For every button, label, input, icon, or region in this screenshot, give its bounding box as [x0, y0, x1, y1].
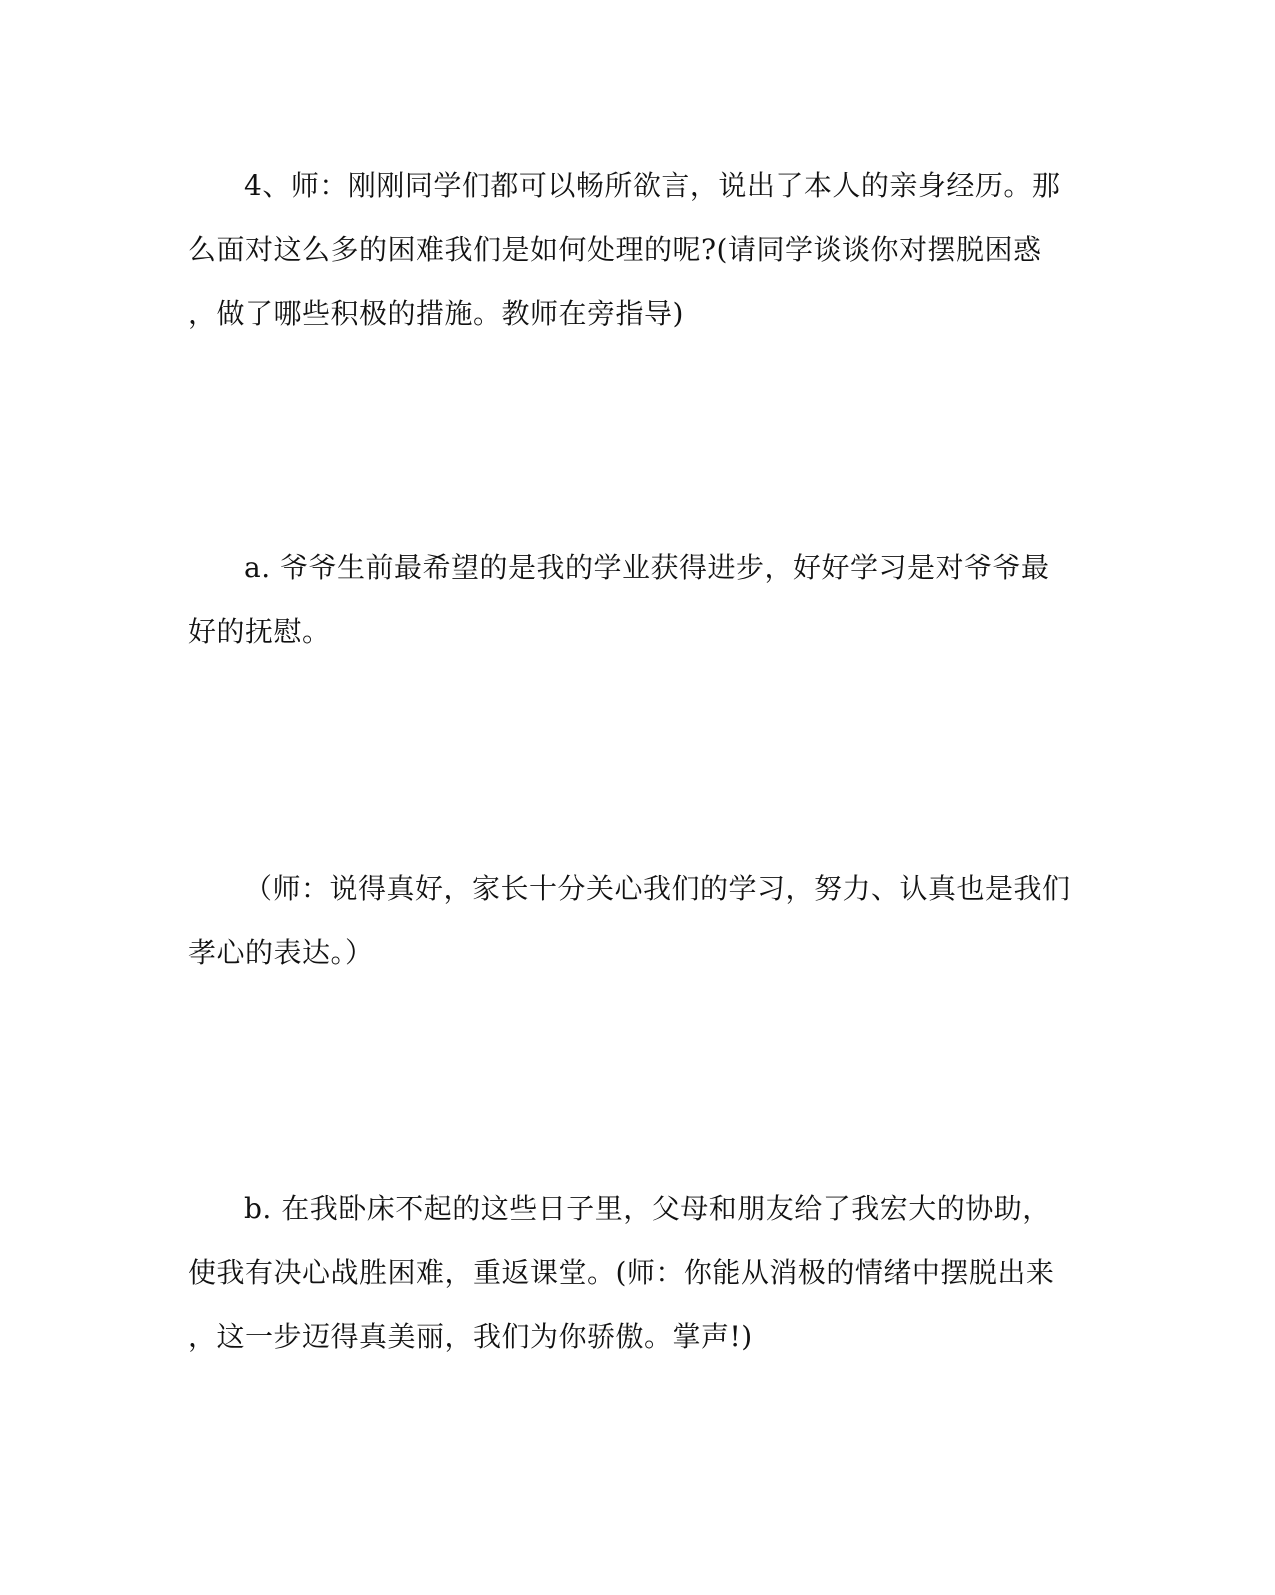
paragraph-line: ，这一步迈得真美丽，我们为你骄傲。掌声!): [188, 1320, 753, 1353]
paragraph-line: a. 爷爷生前最希望的是我的学业获得进步，好好学习是对爷爷最: [244, 551, 1050, 584]
paragraph-line: 使我有决心战胜困难，重返课堂。(师：你能从消极的情绪中摆脱出来: [188, 1256, 1055, 1289]
paragraph-line: b. 在我卧床不起的这些日子里，父母和朋友给了我宏大的协助，: [244, 1192, 1051, 1225]
paragraph-line: 4、师：刚刚同学们都可以畅所欲言，说出了本人的亲身经历。那: [244, 169, 1061, 202]
paragraph-line: 好的抚慰。: [188, 615, 331, 648]
paragraph-line: （师：说得真好，家长十分关心我们的学习，努力、认真也是我们: [244, 872, 1071, 905]
paragraph-line: 么面对这么多的困难我们是如何处理的呢?(请同学谈谈你对摆脱困惑: [188, 233, 1042, 266]
paragraph-line: ，做了哪些积极的措施。教师在旁指导): [188, 297, 684, 330]
paragraph-line: 孝心的表达。）: [188, 936, 374, 969]
